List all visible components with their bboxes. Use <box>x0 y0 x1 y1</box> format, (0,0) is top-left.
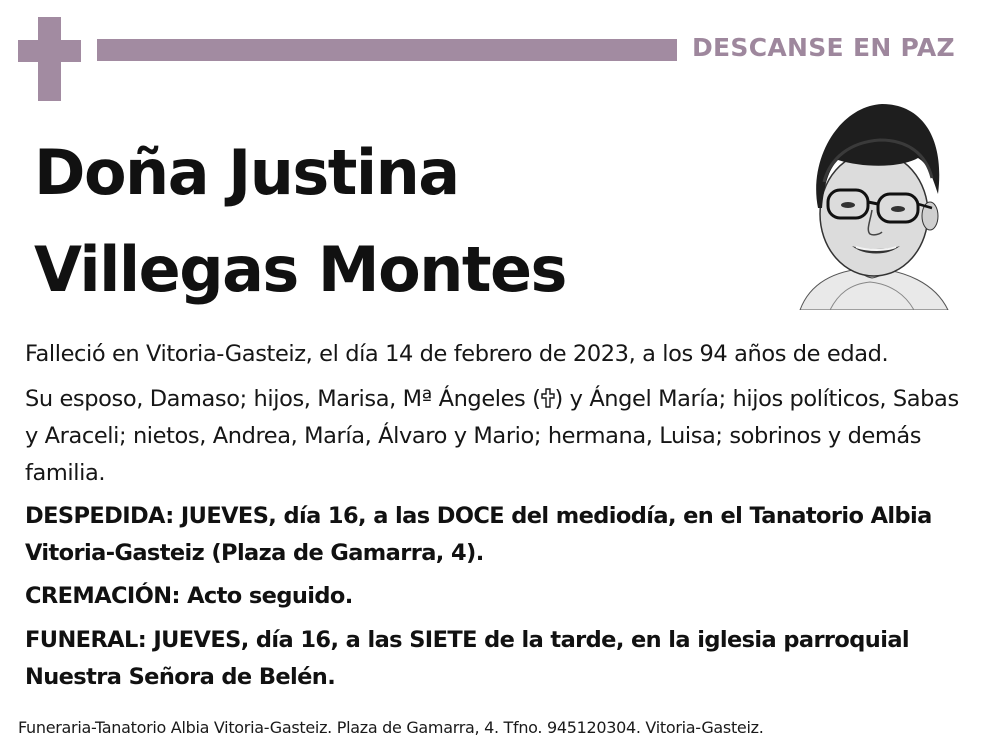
header-bar <box>97 39 677 61</box>
cross-icon <box>18 17 81 101</box>
family-list <box>25 381 970 492</box>
funeral-info: FUNERAL: JUEVES, día 16, a las SIETE de la tarde, en la iglesia parroquial Nuestra Señora de Belén. <box>25 627 910 690</box>
death-notice: Falleció en Vitoria-Gasteiz, el día 14 de febrero de 2023, a los 94 años de edad. <box>25 341 889 367</box>
header-label: DESCANSE EN PAZ <box>692 33 955 62</box>
family-text-part1: Su esposo, Damaso; hijos, Marisa, Mª Ángeles ( <box>25 386 541 412</box>
portrait-photo <box>790 98 950 310</box>
family-text-part2: ) y Ángel María; hijos políticos, Sabas y Araceli; nietos, Andrea, María, Álvaro y Mario; hermana, Luisa; sobrinos y demás familia. <box>25 386 959 486</box>
deceased-name-line1: Doña Justina <box>34 136 459 209</box>
funeral-home-footer: Funeraria-Tanatorio Albia Vitoria-Gasteiz. Plaza de Gamarra, 4. Tfno. 945120304. Vitoria-Gasteiz. <box>18 718 764 737</box>
farewell-info: DESPEDIDA: JUEVES, día 16, a las DOCE del mediodía, en el Tanatorio Albia Vitoria-Gasteiz (Plaza de Gamarra, 4). <box>25 503 932 566</box>
cremation-info: CREMACIÓN: Acto seguido. <box>25 583 353 609</box>
small-cross-icon <box>541 388 555 408</box>
deceased-name-line2: Villegas Montes <box>34 233 566 306</box>
